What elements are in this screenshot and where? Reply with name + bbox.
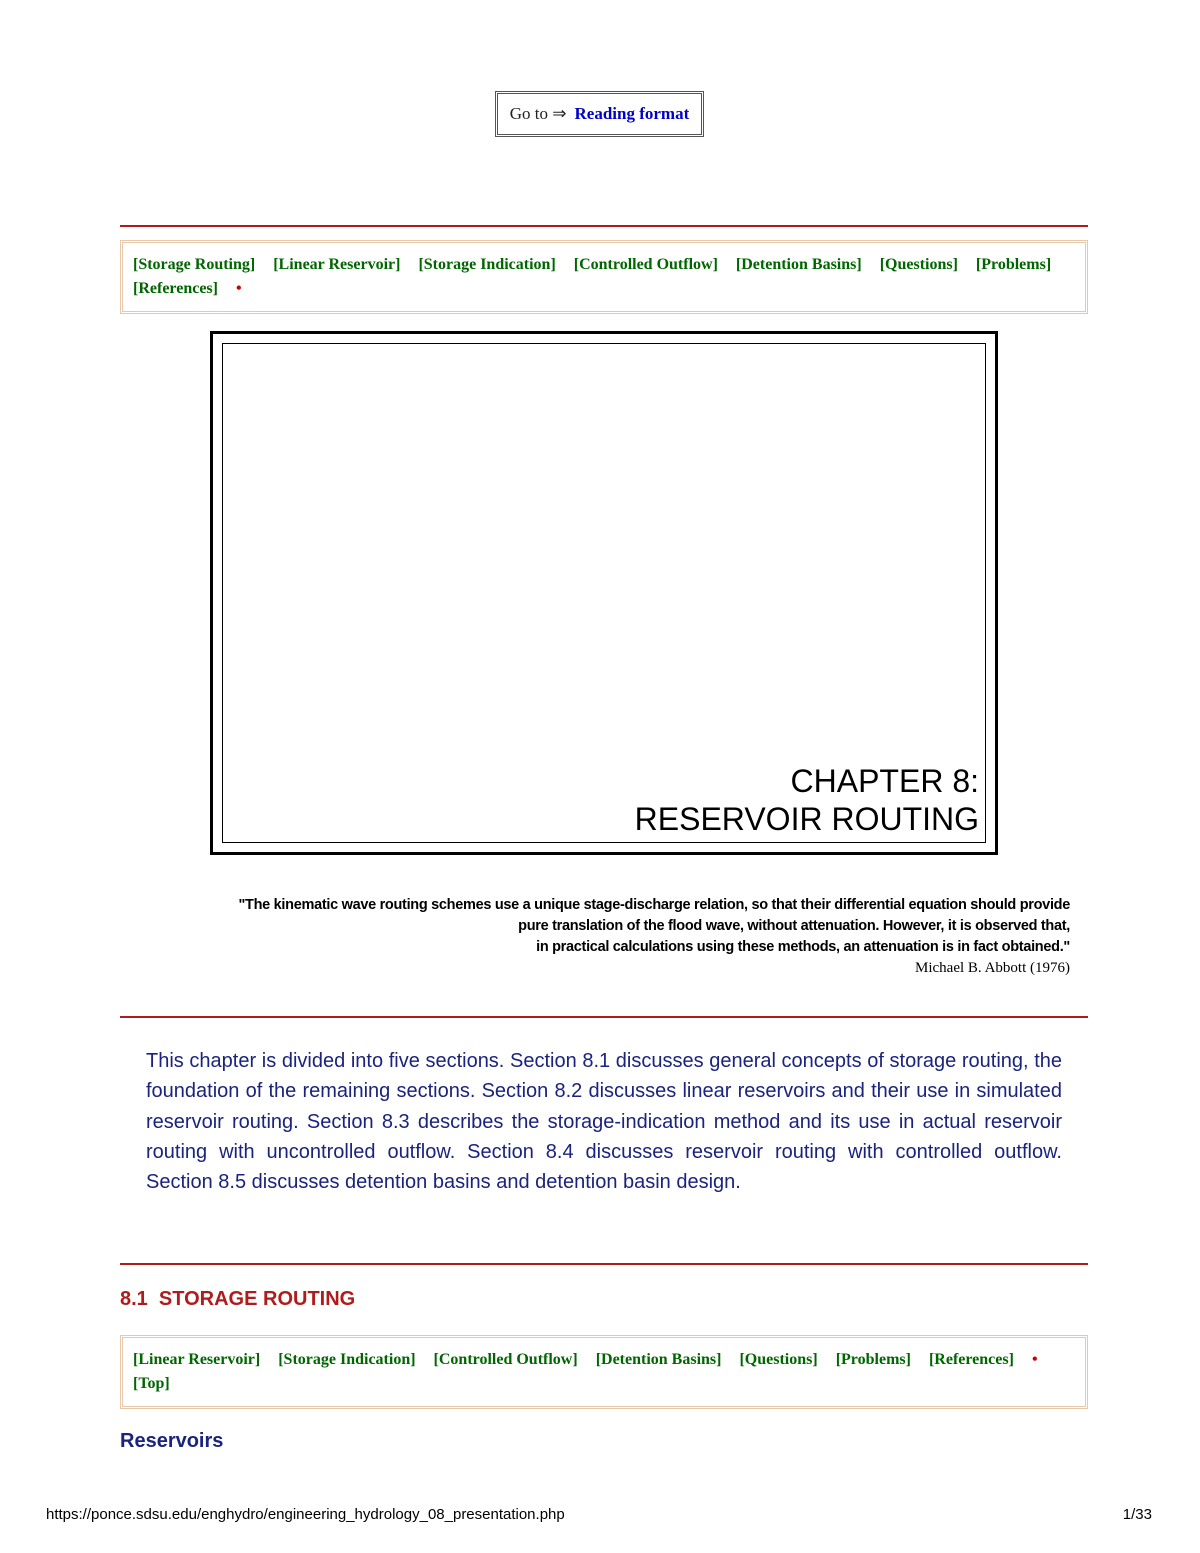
- chapter-number: CHAPTER 8:: [790, 763, 979, 799]
- goto-box: [495, 91, 704, 137]
- chapter-nav: [120, 240, 1088, 314]
- bullet-icon: •: [235, 280, 242, 297]
- page-number: 1/33: [1122, 1506, 1152, 1523]
- nav-linear-reservoir[interactable]: [Linear Reservoir]: [133, 1351, 261, 1368]
- reading-format-link[interactable]: Reading format: [574, 104, 690, 123]
- nav-problems[interactable]: [Problems]: [975, 256, 1052, 273]
- chapter-name: RESERVOIR ROUTING: [634, 801, 979, 837]
- nav-storage-routing[interactable]: [Storage Routing]: [133, 256, 256, 273]
- subheading-reservoirs: Reservoirs: [120, 1430, 224, 1452]
- print-url: https://ponce.sdsu.edu/enghydro/engineering_hydrology_08_presentation.php: [46, 1506, 565, 1523]
- divider: [120, 225, 1088, 227]
- chapter-title: [635, 762, 979, 838]
- nav-detention-basins[interactable]: [Detention Basins]: [735, 256, 862, 273]
- epigraph-quote: [140, 895, 1070, 979]
- nav-linear-reservoir[interactable]: [Linear Reservoir]: [273, 256, 401, 273]
- nav-questions[interactable]: [Questions]: [739, 1351, 818, 1368]
- section-heading: 8.1 STORAGE ROUTING: [120, 1288, 356, 1310]
- divider: [120, 1263, 1088, 1265]
- nav-controlled-outflow[interactable]: [Controlled Outflow]: [433, 1351, 578, 1368]
- quote-line: in practical calculations using these methods, an attenuation is in fact obtained.": [536, 939, 1070, 955]
- nav-references[interactable]: [References]: [928, 1351, 1014, 1368]
- nav-top[interactable]: [Top]: [133, 1375, 170, 1392]
- nav-storage-indication[interactable]: [Storage Indication]: [278, 1351, 416, 1368]
- chapter-title-frame: [210, 331, 998, 855]
- nav-references[interactable]: [References]: [133, 280, 218, 297]
- nav-detention-basins[interactable]: [Detention Basins]: [595, 1351, 722, 1368]
- section-nav: [120, 1335, 1088, 1409]
- print-footer: [46, 1506, 1152, 1523]
- intro-paragraph: This chapter is divided into five sections. Section 8.1 discusses general concepts of storage routing, the foundation of the remaining sections. Section 8.2 discusses linear reservoirs and their use in simulated reservoir routing. Section 8.3 describes the storage-indication method and its use in actual reservoir routing with uncontrolled outflow. Section 8.4 discusses reservoir routing with controlled outflow. Section 8.5 discusses detention basins and detention basin design.: [146, 1050, 1062, 1194]
- nav-storage-indication[interactable]: [Storage Indication]: [418, 256, 556, 273]
- quote-line: pure translation of the flood wave, without attenuation. However, it is observed that,: [518, 918, 1070, 934]
- divider: [120, 1016, 1088, 1018]
- nav-problems[interactable]: [Problems]: [835, 1351, 911, 1368]
- quote-author: Michael B. Abbott (1976): [915, 960, 1070, 976]
- nav-questions[interactable]: [Questions]: [879, 256, 958, 273]
- nav-controlled-outflow[interactable]: [Controlled Outflow]: [573, 256, 718, 273]
- bullet-icon: •: [1031, 1351, 1038, 1368]
- quote-line: "The kinematic wave routing schemes use a unique stage-discharge relation, so that their differential equation should provide: [238, 897, 1070, 913]
- goto-label: Go to ⇒: [509, 104, 567, 123]
